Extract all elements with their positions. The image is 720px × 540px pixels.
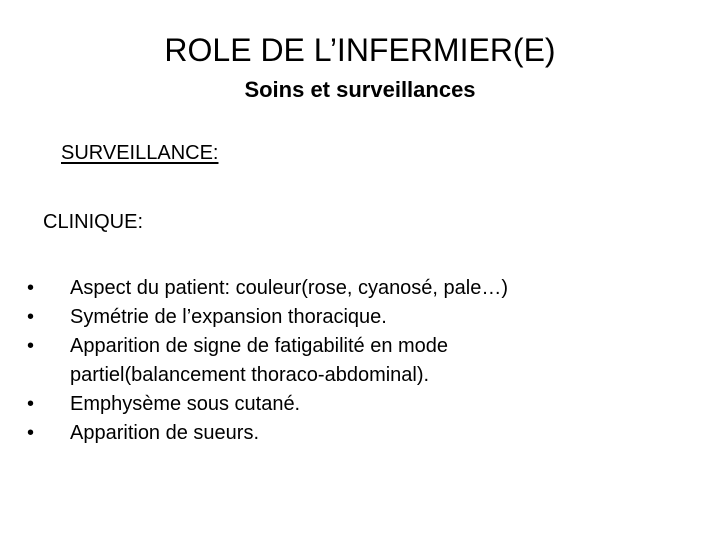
bullet-icon: • [27,422,35,444]
bullet-icon: • [27,277,35,299]
bullet-text: Symétrie de l’expansion thoracique. [70,306,387,328]
bullet-icon: • [27,335,35,357]
bullet-text: Emphysème sous cutané. [70,393,301,415]
list-item [27,274,697,303]
clinique-heading: CLINIQUE: [43,211,144,233]
list-item [27,332,697,390]
slide-subtitle: Soins et surveillances [244,77,476,102]
list-item [27,390,697,419]
bullet-text: Apparition de sueurs. [70,422,260,444]
bullet-icon: • [27,393,35,415]
list-item [27,419,697,448]
bullet-text: Aspect du patient: couleur(rose, cyanosé, pale…) [70,277,509,299]
surveillance-heading: SURVEILLANCE: [61,142,219,164]
bullet-icon: • [27,306,35,328]
list-item [27,303,697,332]
bullet-text: Apparition de signe de fatigabilité en mode partiel(balancement thoraco-abdominal). [70,335,449,386]
slide-title: ROLE DE L’INFERMIER(E) [164,32,556,68]
bullet-list [27,274,697,448]
